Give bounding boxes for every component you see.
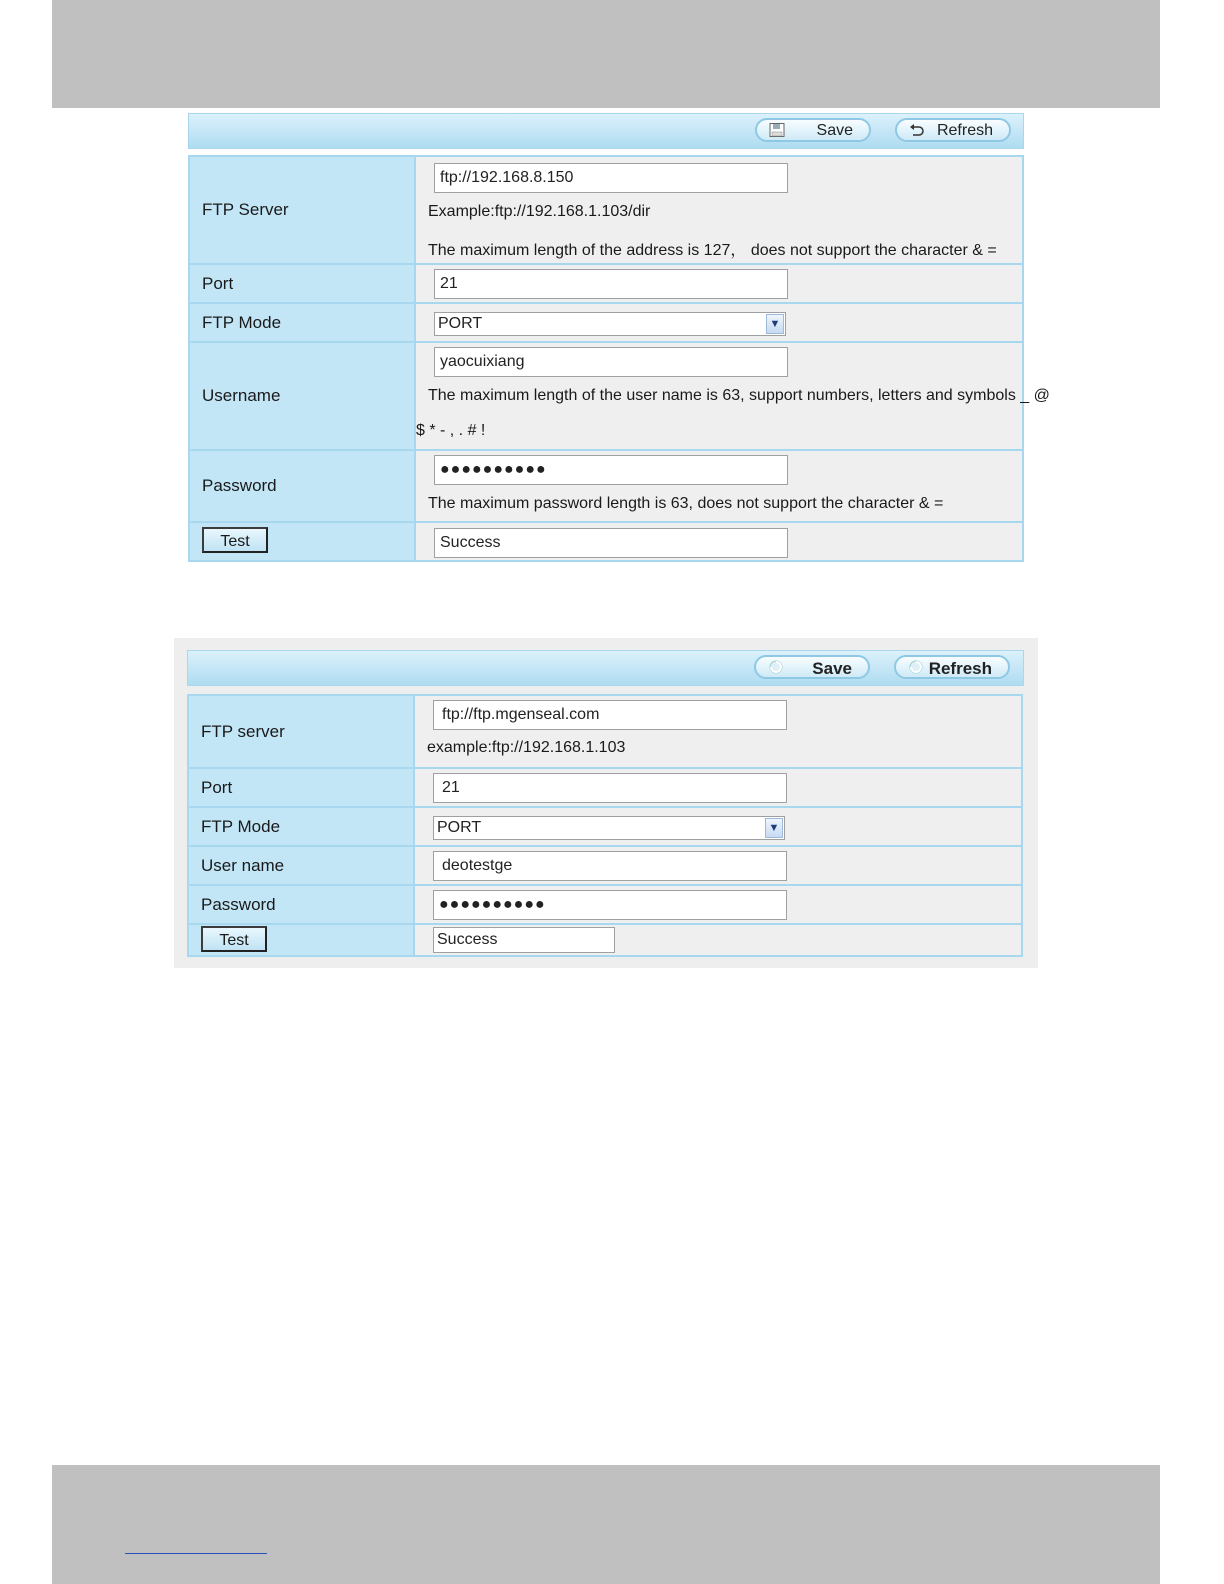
password-label: Password	[188, 885, 414, 924]
test-result-field: Success	[434, 528, 788, 558]
password-label: Password	[189, 450, 415, 522]
test-result-cell	[414, 924, 1022, 956]
ftp-mode-label: FTP Mode	[189, 303, 415, 342]
username-cell	[414, 846, 1022, 885]
panel-toolbar	[187, 650, 1024, 686]
password-input[interactable]: ●●●●●●●●●●	[433, 890, 787, 920]
refresh-button[interactable]	[895, 118, 1011, 142]
ftp-mode-label: FTP Mode	[188, 807, 414, 846]
test-cell	[189, 522, 415, 561]
username-cell	[415, 342, 1050, 450]
panel-toolbar	[188, 113, 1024, 149]
ftp-server-cell	[414, 695, 1022, 768]
refresh-label: Refresh	[936, 122, 993, 139]
ftp-server-label: FTP server	[188, 695, 414, 768]
ftp-settings-panel-1	[188, 113, 1050, 561]
footer-link-underline[interactable]	[125, 1552, 267, 1554]
ftp-server-example: Example:ftp://192.168.1.103/dir	[428, 203, 651, 220]
port-cell	[414, 768, 1022, 807]
save-label: Save	[812, 659, 852, 678]
footer-band	[52, 1465, 1160, 1584]
username-hint-symbols: $ * - , . # !	[416, 422, 486, 439]
ftp-mode-select[interactable]	[434, 312, 786, 336]
ftp-mode-value: PORT	[438, 315, 483, 332]
test-button[interactable]: Test	[202, 527, 268, 553]
ftp-server-example: example:ftp://192.168.1.103	[427, 739, 626, 756]
ftp-server-input[interactable]: ftp://192.168.8.150	[434, 163, 788, 193]
username-input[interactable]: deotestge	[433, 851, 787, 881]
undo-icon	[909, 123, 925, 137]
password-cell	[414, 885, 1022, 924]
chevron-down-icon[interactable]: ▼	[765, 818, 783, 838]
password-hint: The maximum password length is 63, does not support the character & =	[428, 495, 944, 512]
password-input[interactable]: ●●●●●●●●●●	[434, 455, 788, 485]
test-button[interactable]: Test	[201, 926, 267, 952]
ftp-form	[187, 694, 1023, 957]
ftp-server-label: FTP Server	[189, 156, 415, 264]
ftp-mode-value: PORT	[437, 819, 482, 836]
save-label: Save	[816, 122, 853, 139]
port-input[interactable]: 21	[434, 269, 788, 299]
password-cell	[415, 450, 1023, 522]
test-result-cell	[415, 522, 1023, 561]
refresh-circle-icon	[768, 660, 784, 674]
username-hint: The maximum length of the user name is 63, support numbers, letters and symbols _ @	[428, 387, 1050, 404]
header-band	[52, 0, 1160, 108]
username-label: User name	[188, 846, 414, 885]
test-result-field: Success	[433, 927, 615, 953]
ftp-form	[188, 155, 1050, 562]
ftp-server-input[interactable]: ftp://ftp.mgenseal.com	[433, 700, 787, 730]
port-input[interactable]: 21	[433, 773, 787, 803]
save-icon	[769, 123, 785, 137]
ftp-mode-select[interactable]	[433, 816, 785, 840]
refresh-circle-icon	[908, 660, 924, 674]
save-button[interactable]	[755, 118, 871, 142]
username-label: Username	[189, 342, 415, 450]
ftp-server-hint: The maximum length of the address is 127， does not support the character & =	[428, 242, 997, 259]
ftp-settings-panel-2	[174, 638, 1038, 968]
refresh-label: Refresh	[928, 659, 992, 678]
refresh-button[interactable]	[894, 655, 1010, 679]
chevron-down-icon[interactable]: ▼	[766, 314, 784, 334]
port-label: Port	[188, 768, 414, 807]
save-button[interactable]	[754, 655, 870, 679]
ftp-mode-cell	[415, 303, 1023, 342]
port-cell	[415, 264, 1023, 303]
test-cell	[188, 924, 414, 956]
port-label: Port	[189, 264, 415, 303]
ftp-mode-cell	[414, 807, 1022, 846]
username-input[interactable]: yaocuixiang	[434, 347, 788, 377]
ftp-server-cell	[415, 156, 1023, 264]
